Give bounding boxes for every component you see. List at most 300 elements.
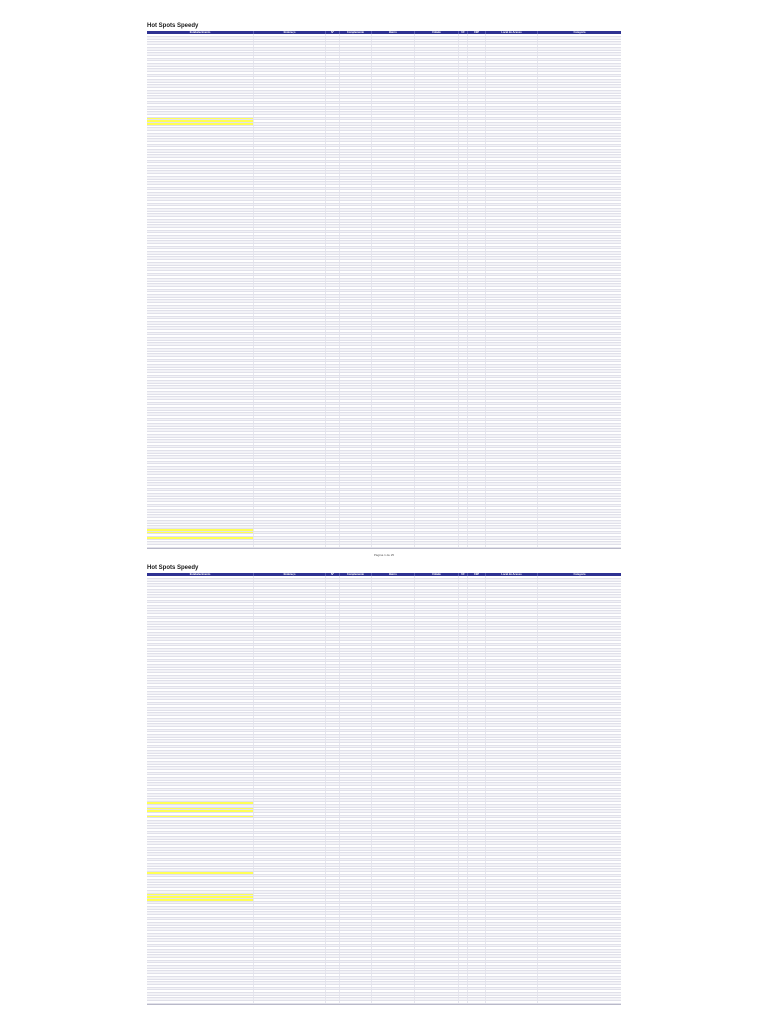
table-cell [254,185,326,187]
table-cell [468,751,486,753]
table-cell [468,611,486,613]
table-cell [340,920,372,922]
table-cell [538,746,621,748]
table-cell [147,684,254,686]
table-cell [340,494,372,496]
table-cell [415,266,459,268]
table-cell [147,875,254,877]
table-cell [486,263,538,265]
table-cell [468,791,486,793]
table-cell [538,502,621,504]
table-cell [340,579,372,581]
table-cell [415,48,459,50]
table-cell [147,349,254,351]
table-cell [538,679,621,681]
table-cell [147,915,254,917]
table-cell [147,169,254,171]
table-cell [340,818,372,820]
table-cell [459,773,468,775]
table-cell [254,902,326,904]
table-cell [538,993,621,995]
table-cell [538,542,621,544]
table-cell [340,816,372,818]
table-cell [326,413,340,415]
table-cell [326,64,340,66]
table-cell [415,271,459,273]
table-cell [147,403,254,405]
table-cell [486,244,538,246]
table-cell [340,69,372,71]
table-cell [486,888,538,890]
table-cell [340,773,372,775]
table-cell [538,695,621,697]
table-cell [147,598,254,600]
table-cell [326,51,340,53]
table-cell [147,899,254,901]
table-cell [372,309,415,311]
table-cell [468,80,486,82]
table-cell [372,177,415,179]
table-cell [468,481,486,483]
table-cell [538,950,621,952]
table-cell [538,481,621,483]
table-cell [459,953,468,955]
table-cell [254,832,326,834]
table-cell [538,303,621,305]
table-cell [254,910,326,912]
table-cell [538,945,621,947]
table-cell [486,797,538,799]
table-cell [415,451,459,453]
table-cell [468,123,486,125]
table-cell [372,314,415,316]
table-cell [415,982,459,984]
table-cell [340,45,372,47]
table-cell [486,625,538,627]
table-cell [459,598,468,600]
table-cell [459,118,468,120]
table-cell [326,756,340,758]
table-cell [538,115,621,117]
table-cell [538,888,621,890]
table-cell [147,722,254,724]
table-cell [415,534,459,536]
table-cell [147,609,254,611]
table-cell [468,464,486,466]
table-cell [538,877,621,879]
table-cell [254,128,326,130]
table-cell [340,137,372,139]
table-cell [254,276,326,278]
table-cell [415,311,459,313]
table-cell [147,630,254,632]
table-cell [340,182,372,184]
table-cell [486,427,538,429]
table-cell [459,662,468,664]
table-cell [372,142,415,144]
table-cell [147,322,254,324]
table-cell [372,134,415,136]
table-cell [538,853,621,855]
table-cell [372,467,415,469]
table-cell [468,180,486,182]
table-cell [147,392,254,394]
table-cell [340,765,372,767]
table-cell [254,945,326,947]
table-cell [468,448,486,450]
table-cell [326,537,340,539]
table-cell [147,161,254,163]
table-cell [254,864,326,866]
table-cell [326,408,340,410]
table-cell [254,545,326,547]
table-cell [486,767,538,769]
table-cell [459,303,468,305]
table-cell [459,738,468,740]
table-cell [486,45,538,47]
table-cell [415,875,459,877]
table-cell [459,802,468,804]
table-cell [459,75,468,77]
table-cell [326,765,340,767]
table-cell [468,177,486,179]
table-cell [459,915,468,917]
table-cell [326,118,340,120]
table-cell [486,268,538,270]
table-cell [468,738,486,740]
table-cell [538,440,621,442]
table-cell [340,244,372,246]
table-cell [340,483,372,485]
table-cell [372,83,415,85]
table-cell [340,614,372,616]
table-cell [459,920,468,922]
table-cell [326,851,340,853]
table-cell [459,595,468,597]
table-cell [326,799,340,801]
table-cell [415,51,459,53]
table-cell [254,942,326,944]
table-cell [372,791,415,793]
table-cell [340,644,372,646]
table-cell [415,789,459,791]
table-cell [468,271,486,273]
table-cell [468,584,486,586]
table-cell [415,354,459,356]
table-cell [486,271,538,273]
table-cell [372,695,415,697]
table-cell [340,134,372,136]
table-cell [372,740,415,742]
table-cell [340,443,372,445]
table-cell [326,945,340,947]
table-cell [340,486,372,488]
table-cell [147,83,254,85]
table-cell [468,888,486,890]
table-cell [468,257,486,259]
table-cell [538,327,621,329]
table-cell [340,139,372,141]
table-cell [459,443,468,445]
table-cell [340,762,372,764]
table-cell [415,389,459,391]
table-cell [459,679,468,681]
table-cell [486,942,538,944]
table-cell [538,341,621,343]
table-cell [538,448,621,450]
table-cell [468,459,486,461]
table-cell [326,864,340,866]
table-cell [340,72,372,74]
table-cell [147,292,254,294]
table-cell [254,292,326,294]
table-cell [340,942,372,944]
table-cell [538,842,621,844]
table-cell [486,759,538,761]
table-cell [147,756,254,758]
table-cell [468,478,486,480]
table-cell [254,842,326,844]
table-cell [147,96,254,98]
table-cell [372,657,415,659]
table-cell [538,370,621,372]
table-cell [326,317,340,319]
table-cell [147,619,254,621]
table-cell [372,405,415,407]
table-cell [468,915,486,917]
table-cell [326,249,340,251]
table-cell [326,630,340,632]
table-cell [326,163,340,165]
table-cell [415,233,459,235]
table-cell [459,309,468,311]
table-cell [254,298,326,300]
table-cell [326,797,340,799]
table-cell [538,72,621,74]
table-cell [340,883,372,885]
table-cell [254,877,326,879]
table-cell [486,977,538,979]
table-cell [415,743,459,745]
table-cell [459,292,468,294]
table-cell [459,515,468,517]
table-cell [459,298,468,300]
table-cell [459,421,468,423]
table-cell [372,985,415,987]
table-cell [326,963,340,965]
table-cell [147,985,254,987]
table-cell [254,654,326,656]
table-cell [372,451,415,453]
table-cell [486,161,538,163]
table-cell [468,842,486,844]
table-cell [486,540,538,542]
table-cell [459,51,468,53]
table-cell [340,475,372,477]
table-cell [459,673,468,675]
table-cell [254,633,326,635]
table-cell [340,75,372,77]
table-cell [147,429,254,431]
table-cell [340,217,372,219]
table-cell [254,920,326,922]
table-cell [459,255,468,257]
table-cell [486,169,538,171]
table-cell [468,85,486,87]
table-cell [459,711,468,713]
table-cell [254,249,326,251]
table-cell [340,59,372,61]
table-cell [538,982,621,984]
table-cell [147,34,254,36]
table-cell [468,660,486,662]
table-cell [468,69,486,71]
table-cell [326,481,340,483]
table-cell [459,966,468,968]
table-cell [468,147,486,149]
table-cell [415,735,459,737]
table-cell [459,824,468,826]
table-cell [459,730,468,732]
table-cell [459,419,468,421]
table-cell [372,338,415,340]
table-cell [459,724,468,726]
table-cell [254,797,326,799]
table-cell [468,974,486,976]
table-cell [459,912,468,914]
table-cell [340,209,372,211]
table-cell [468,526,486,528]
table-cell [459,601,468,603]
table-cell [326,59,340,61]
table-cell [326,730,340,732]
table-cell [538,700,621,702]
table-cell [254,370,326,372]
table-cell [326,271,340,273]
table-cell [326,48,340,50]
table-cell [415,783,459,785]
table-cell [486,180,538,182]
table-cell [459,435,468,437]
table-cell [326,255,340,257]
table-cell [326,832,340,834]
table-cell [340,408,372,410]
table-cell [372,920,415,922]
table-cell [372,255,415,257]
table-cell [486,381,538,383]
table-cell [372,236,415,238]
table-cell [415,1001,459,1003]
table-cell [326,260,340,262]
table-cell [340,821,372,823]
table-cell [147,481,254,483]
table-cell [372,228,415,230]
table-cell [486,746,538,748]
table-cell [415,99,459,101]
table-cell [486,966,538,968]
table-cell [468,703,486,705]
table-cell [486,424,538,426]
table-cell [254,64,326,66]
table-cell [486,292,538,294]
table-cell [459,606,468,608]
table-cell [538,904,621,906]
table-cell [254,279,326,281]
table-cell [372,206,415,208]
table-cell [340,112,372,114]
table-cell [486,756,538,758]
table-cell [459,196,468,198]
table-cell [147,464,254,466]
table-cell [459,346,468,348]
table-cell [372,834,415,836]
table-cell [372,413,415,415]
table-cell [254,180,326,182]
table-cell [538,697,621,699]
table-cell [486,217,538,219]
table-cell [326,386,340,388]
table-cell [326,824,340,826]
table-cell [147,703,254,705]
table-cell [147,532,254,534]
table-cell [147,462,254,464]
table-cell [340,300,372,302]
table-cell [486,378,538,380]
table-cell [538,497,621,499]
table-cell [372,668,415,670]
table-cell [415,107,459,109]
table-cell [147,681,254,683]
table-cell [326,794,340,796]
table-cell [415,257,459,259]
table-cell [254,419,326,421]
table-cell [340,352,372,354]
table-cell [326,411,340,413]
table-cell [415,923,459,925]
table-cell [254,799,326,801]
table-cell [538,472,621,474]
table-cell [538,190,621,192]
table-cell [326,142,340,144]
table-cell [538,196,621,198]
table-cell [468,67,486,69]
table-cell [326,446,340,448]
table-cell [372,545,415,547]
table-cell [459,182,468,184]
table-cell [415,403,459,405]
table-cell [326,540,340,542]
table-cell [459,408,468,410]
table-cell [254,982,326,984]
table-cell [415,429,459,431]
table-cell [486,665,538,667]
table-cell [340,462,372,464]
table-cell [326,638,340,640]
table-cell [372,848,415,850]
table-cell [459,716,468,718]
table-cell [486,83,538,85]
table-cell [459,789,468,791]
table-cell [254,646,326,648]
table-cell [372,96,415,98]
table-cell [459,783,468,785]
table-cell [486,923,538,925]
table-cell [486,754,538,756]
table-cell [415,59,459,61]
table-cell [468,708,486,710]
table-cell [326,137,340,139]
table-cell [372,435,415,437]
